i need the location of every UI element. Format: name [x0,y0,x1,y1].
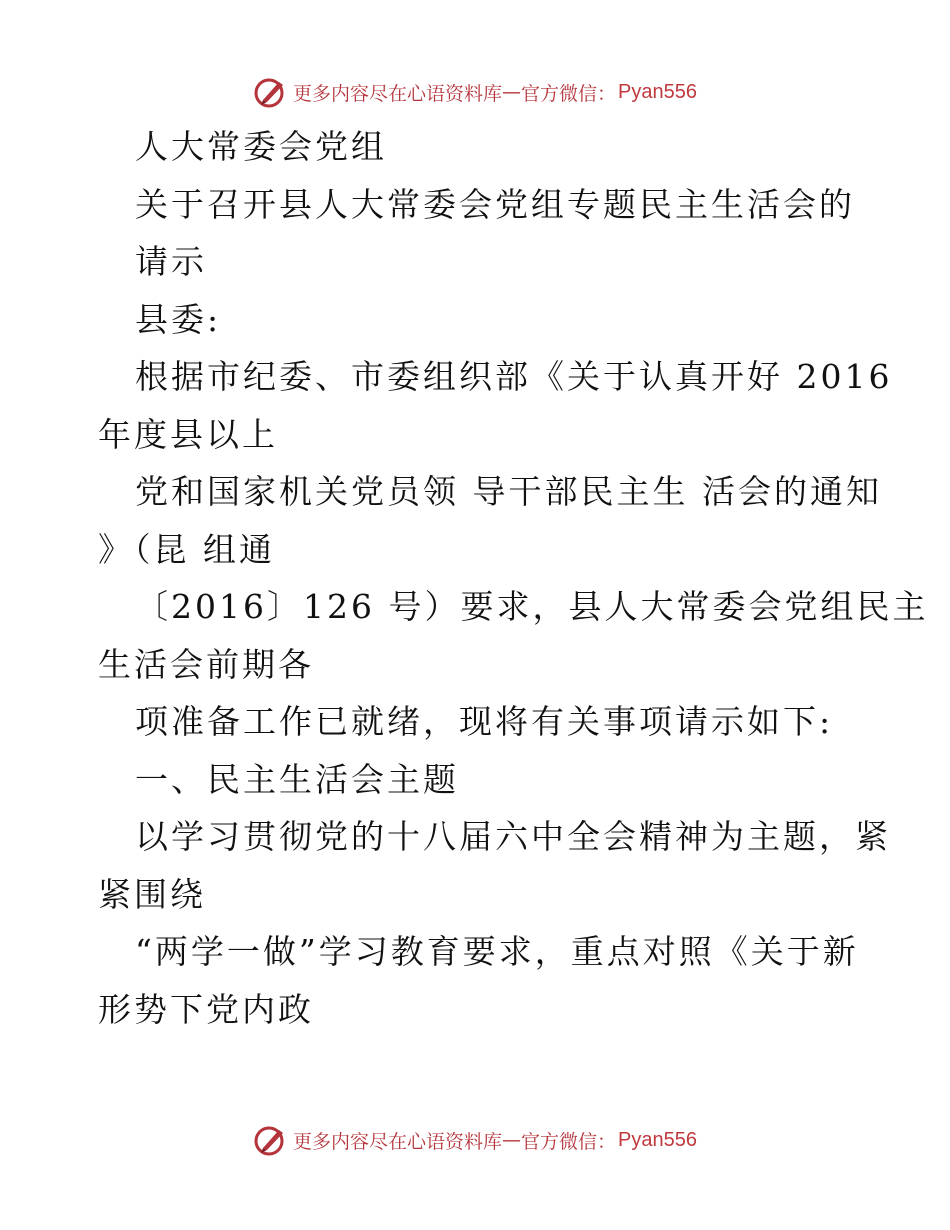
pen-logo-icon [253,1122,289,1158]
watermark-text: 更多内容尽在心语资料库 [293,1130,503,1153]
watermark-separator: — [502,81,522,103]
document-line: 关于召开县人大常委会党组专题民主生活会的 [135,184,855,224]
document-line: 形势下党内政 [98,989,314,1029]
watermark-account: Pyan556 [618,80,697,103]
document-line: 年度县以上 [98,414,278,454]
document-line: 根据市纪委、市委组织部《关于认真开好 2016 [135,357,893,396]
header-watermark [0,72,950,112]
watermark-separator: — [502,1129,522,1151]
watermark-account: Pyan556 [618,1128,697,1151]
document-line: 》（昆 组通 [98,529,275,569]
document-line: 项准备工作已就绪，现将有关事项请示如下: [135,702,834,741]
document-line: 〔2016〕126 号）要求，县人大常委会党组民主 [135,587,929,626]
footer-watermark [0,1120,950,1160]
watermark-text: 更多内容尽在心语资料库 [293,82,503,105]
document-line: 县委: [135,299,222,339]
document-line: 一、民主生活会主题 [135,759,459,799]
document-line: 党和国家机关党员领 导干部民主生 活会的通知 [135,472,882,511]
document-line: 紧围绕 [98,874,206,914]
document-line: “两学一做”学习教育要求，重点对照《关于新 [135,932,859,971]
watermark-wechat-label: 官方微信： [521,1130,617,1153]
watermark-wechat-label: 官方微信： [521,82,617,105]
document-line: 人大常委会党组 [135,127,387,166]
document-body [98,118,929,1038]
document-line: 请示 [135,242,207,281]
document-line: 以学习贯彻党的十八届六中全会精神为主题，紧 [135,817,891,856]
document-line: 生活会前期各 [98,644,314,684]
pen-logo-icon [253,74,289,110]
